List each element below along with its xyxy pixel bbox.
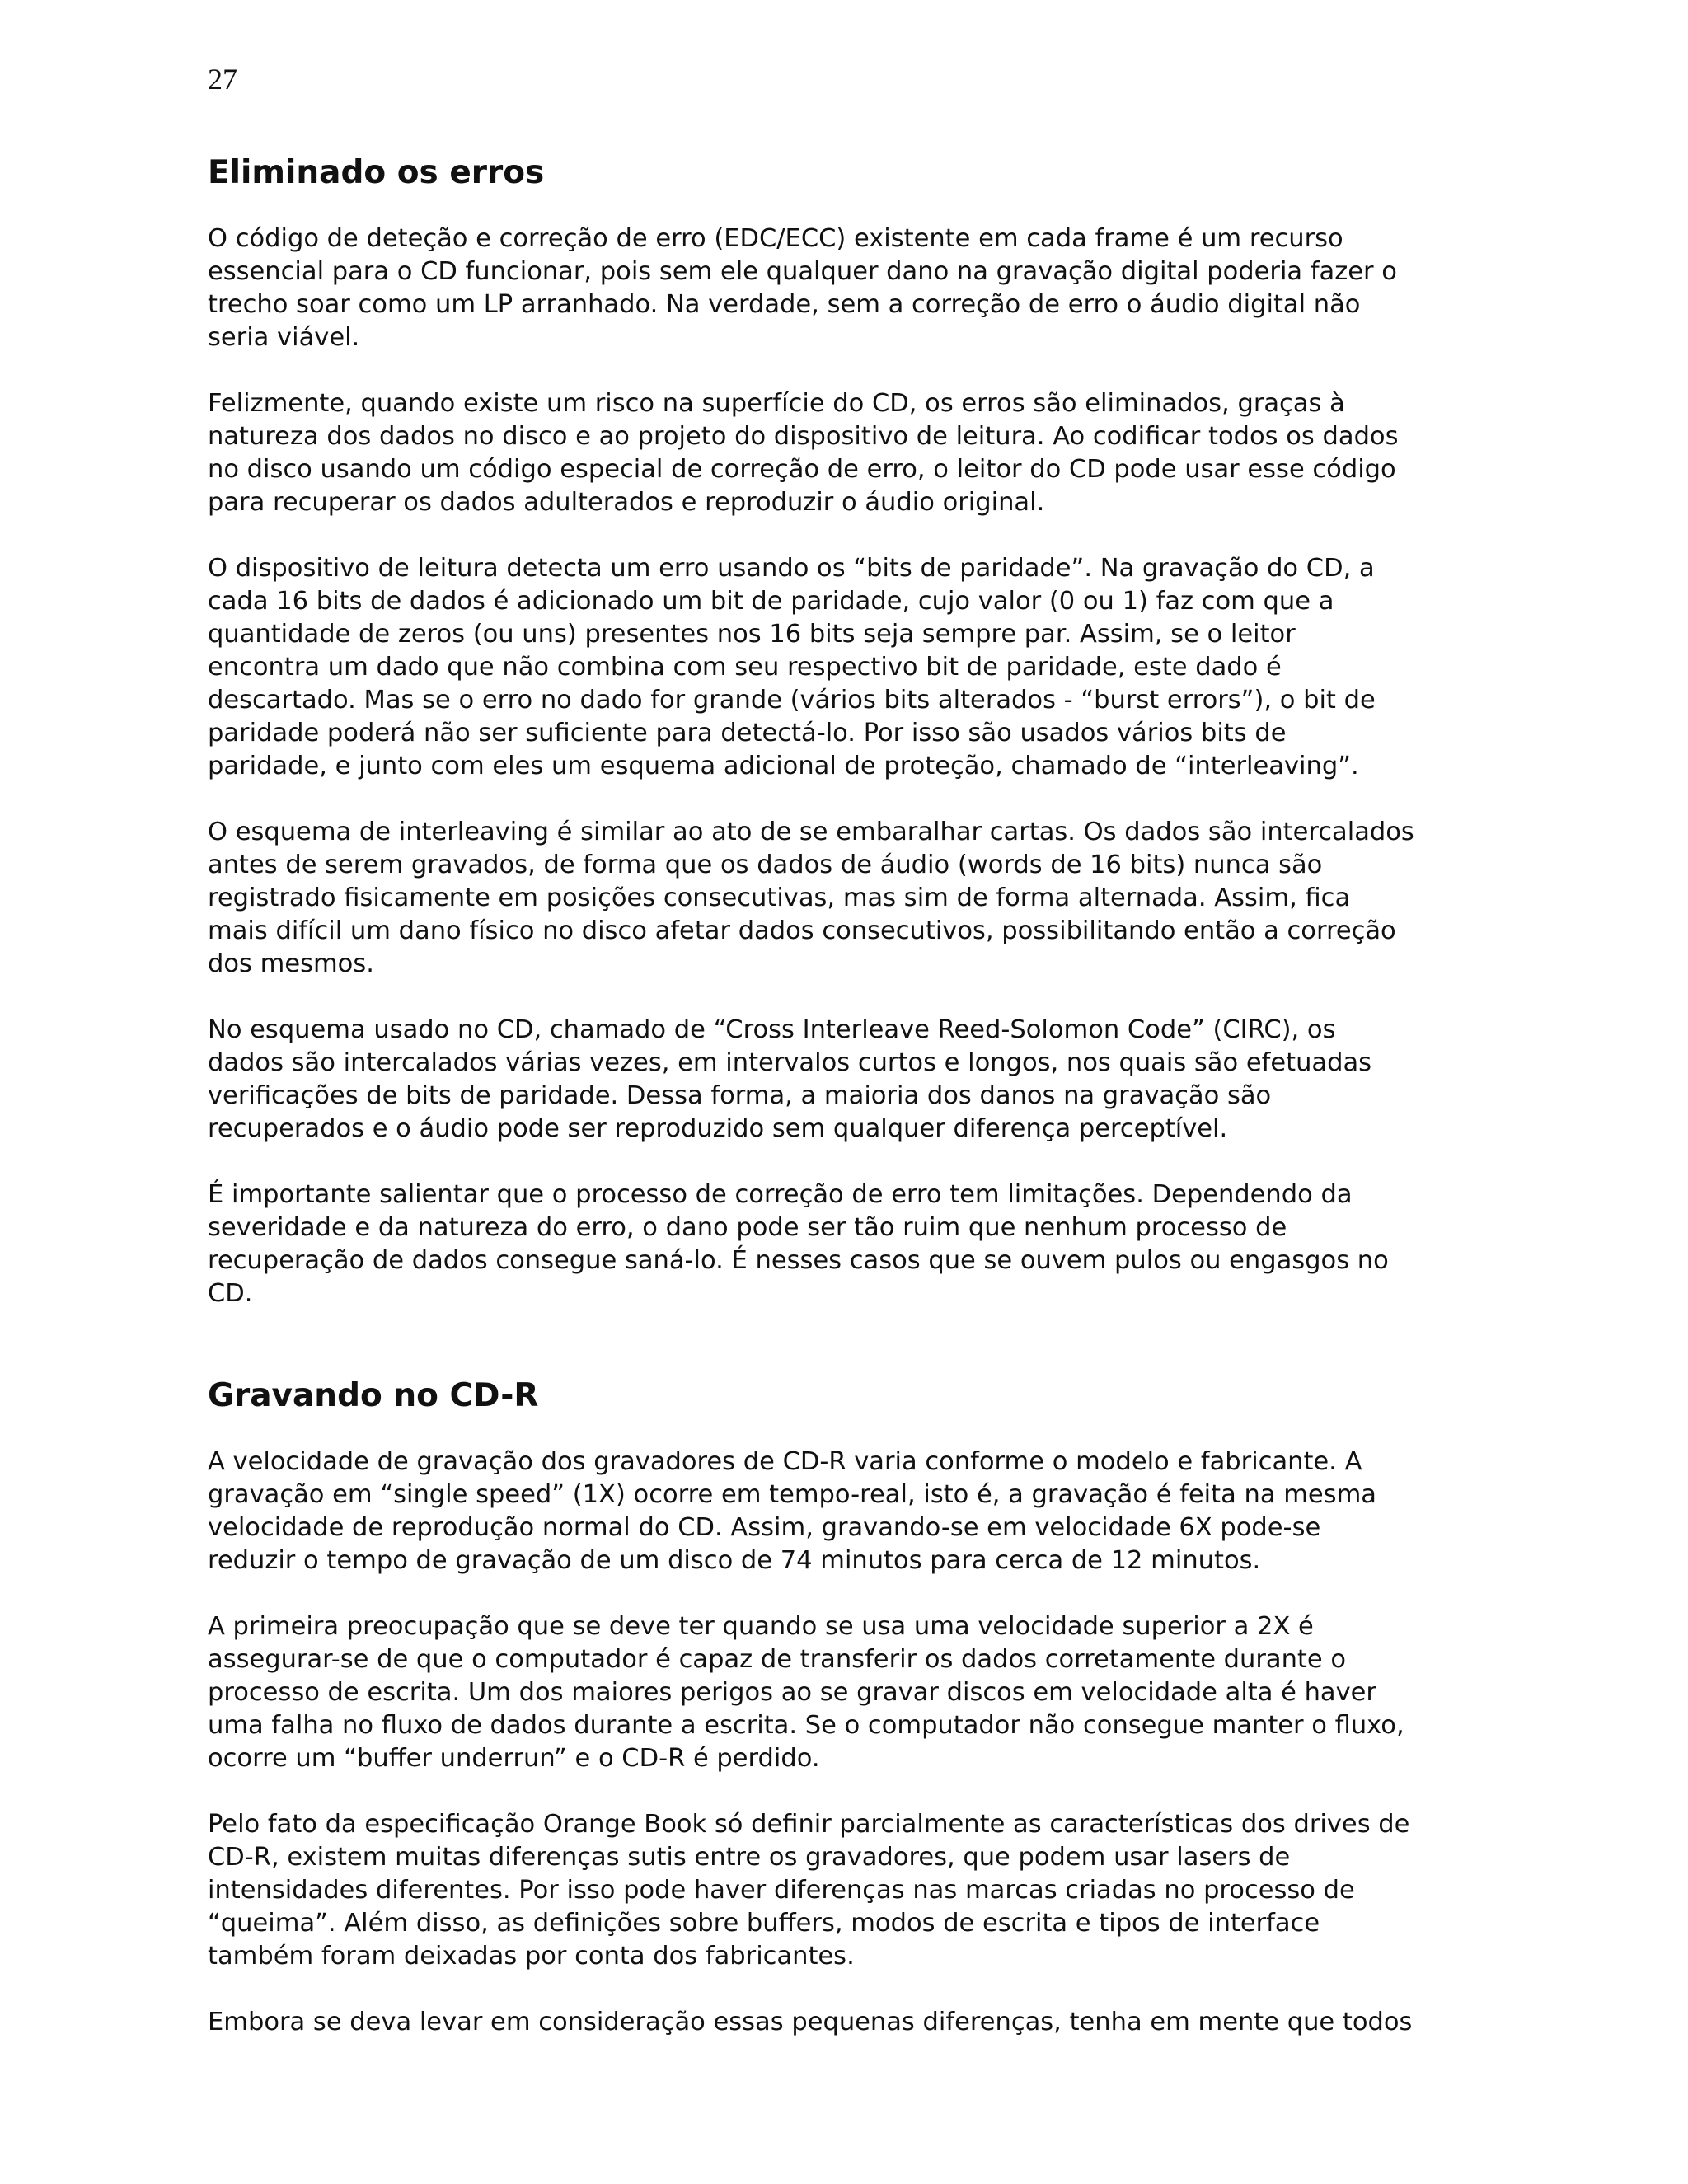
text-line: O esquema de interleaving é similar ao ato de se embaralhar cartas. Os dados são intercalados	[208, 818, 1414, 846]
text-line: Embora se deva levar em consideração essas pequenas diferenças, tenha em mente que todos	[208, 2008, 1413, 2036]
text-line: também foram deixadas por conta dos fabricantes.	[208, 1942, 855, 1971]
text-line: A velocidade de gravação dos gravadores de CD-R varia conforme o modelo e fabricante. A	[208, 1447, 1362, 1476]
section-heading: Gravando no CD-R	[208, 1377, 539, 1414]
section-heading: Eliminado os erros	[208, 154, 545, 191]
paragraph	[208, 816, 1543, 981]
text-line: intensidades diferentes. Por isso pode haver diferenças nas marcas criadas no processo de	[208, 1876, 1355, 1905]
text-line: verificações de bits de paridade. Dessa forma, a maioria dos danos na gravação são	[208, 1081, 1272, 1110]
text-line: O código de deteção e correção de erro (EDC/ECC) existente em cada frame é um recurso	[208, 224, 1343, 253]
paragraph	[208, 387, 1543, 519]
text-line: mais difícil um dano físico no disco afetar dados consecutivos, possibilitando então a correção	[208, 916, 1396, 945]
text-line: registrado fisicamente em posições consecutivas, mas sim de forma alternada. Assim, fica	[208, 883, 1351, 912]
text-line: Felizmente, quando existe um risco na superfície do CD, os erros são eliminados, graças à	[208, 389, 1345, 418]
text-line: processo de escrita. Um dos maiores perigos ao se gravar discos em velocidade alta é haver	[208, 1678, 1376, 1707]
text-line: recuperados e o áudio pode ser reproduzido sem qualquer diferença perceptível.	[208, 1114, 1228, 1143]
text-line: dos mesmos.	[208, 949, 374, 978]
text-line: natureza dos dados no disco e ao projeto do dispositivo de leitura. Ao codificar todos os dados	[208, 422, 1399, 451]
paragraph	[208, 1610, 1543, 1775]
text-line: severidade e da natureza do erro, o dano pode ser tão ruim que nenhum processo de	[208, 1213, 1287, 1242]
text-line: CD-R, existem muitas diferenças sutis entre os gravadores, que podem usar lasers de	[208, 1843, 1291, 1872]
text-line: para recuperar os dados adulterados e reproduzir o áudio original.	[208, 488, 1045, 517]
text-line: no disco usando um código especial de correção de erro, o leitor do CD pode usar esse código	[208, 455, 1396, 484]
paragraph	[208, 223, 1543, 354]
text-line: A primeira preocupação que se deve ter quando se usa uma velocidade superior a 2X é	[208, 1612, 1314, 1641]
text-line: seria viável.	[208, 323, 360, 352]
text-line: No esquema usado no CD, chamado de “Cross Interleave Reed-Solomon Code” (CIRC), os	[208, 1015, 1336, 1044]
page-content	[208, 153, 1543, 2072]
text-line: dados são intercalados várias vezes, em intervalos curtos e longos, nos quais são efetuadas	[208, 1048, 1372, 1077]
paragraph	[208, 1446, 1543, 1577]
text-line: encontra um dado que não combina com seu respectivo bit de paridade, este dado é	[208, 653, 1282, 682]
text-line: antes de serem gravados, de forma que os dados de áudio (words de 16 bits) nunca são	[208, 851, 1323, 879]
text-line: descartado. Mas se o erro no dado for grande (vários bits alterados - “burst errors”), o bit de	[208, 686, 1376, 715]
paragraph	[208, 1014, 1543, 1146]
text-line: recuperação de dados consegue saná-lo. É nesses casos que se ouvem pulos ou engasgos no	[208, 1246, 1389, 1275]
text-line: cada 16 bits de dados é adicionado um bit de paridade, cujo valor (0 ou 1) faz com que a	[208, 587, 1334, 616]
text-line: quantidade de zeros (ou uns) presentes nos 16 bits seja sempre par. Assim, se o leitor	[208, 620, 1296, 649]
text-line: uma falha no fluxo de dados durante a escrita. Se o computador não consegue manter o fluxo,	[208, 1711, 1404, 1740]
text-line: velocidade de reprodução normal do CD. Assim, gravando-se em velocidade 6X pode-se	[208, 1513, 1321, 1542]
text-line: ocorre um “buffer underrun” e o CD-R é perdido.	[208, 1744, 820, 1773]
text-line: assegurar-se de que o computador é capaz de transferir os dados corretamente durante o	[208, 1645, 1346, 1674]
paragraph	[208, 1179, 1543, 1310]
text-line: trecho soar como um LP arranhado. Na verdade, sem a correção de erro o áudio digital não	[208, 290, 1361, 319]
paragraph	[208, 552, 1543, 783]
text-line: “queima”. Além disso, as definições sobre buffers, modos de escrita e tipos de interface	[208, 1909, 1320, 1938]
text-line: gravação em “single speed” (1X) ocorre em tempo-real, isto é, a gravação é feita na mesma	[208, 1480, 1376, 1509]
text-line: Pelo fato da especificação Orange Book só definir parcialmente as características dos drives de	[208, 1810, 1410, 1839]
text-line: É importante salientar que o processo de correção de erro tem limitações. Dependendo da	[208, 1180, 1353, 1209]
text-line: CD.	[208, 1279, 253, 1308]
text-line: paridade, e junto com eles um esquema adicional de proteção, chamado de “interleaving”.	[208, 752, 1359, 780]
page-number: 27	[208, 63, 237, 96]
paragraph	[208, 1808, 1543, 1973]
text-line: paridade poderá não ser suficiente para detectá-lo. Por isso são usados vários bits de	[208, 719, 1287, 748]
text-line: O dispositivo de leitura detecta um erro usando os “bits de paridade”. Na gravação do CD, a	[208, 554, 1375, 583]
text-line: essencial para o CD funcionar, pois sem ele qualquer dano na gravação digital poderia fazer o	[208, 257, 1397, 286]
text-line: reduzir o tempo de gravação de um disco de 74 minutos para cerca de 12 minutos.	[208, 1546, 1261, 1575]
paragraph	[208, 2006, 1543, 2039]
